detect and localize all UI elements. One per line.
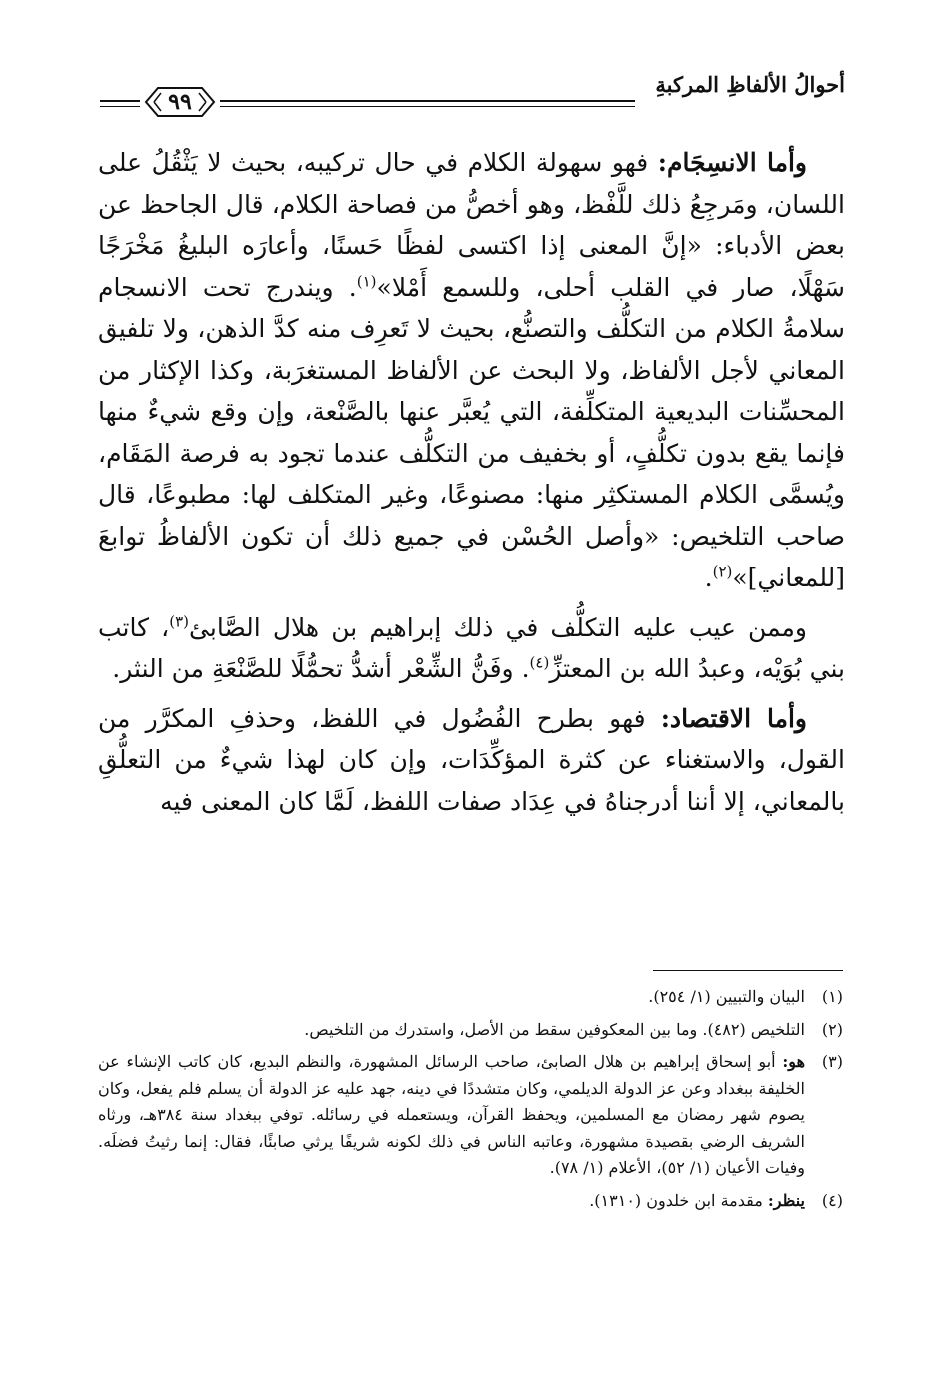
footnote-text [98, 1049, 805, 1182]
paragraph-takalluf [98, 607, 845, 690]
running-title: أحوالُ الألفاظِ المركبةِ [655, 72, 845, 97]
header-rule-left-thin [100, 106, 140, 107]
footnote-ref[interactable]: (١) [356, 272, 377, 291]
paragraph-text: . ويندرج تحت الانسجام سلامةُ الكلام من التكلُّف والتصنُّع، بحيث لا تَعرِف منه كدَّ الذهن، ولا تلفيق المعاني لأجل الألفاظ، ولا البحث عن الألفاظ المستغرَبة، وكذا الإكثار من المحسِّنات البديعية المتكلِّفة، التي يُعبَّر عنها بالصَّنْعة، وإن وقع شيءٌ منها فإنما يقع بدون تكلُّفٍ، أو بخفيف من التكلُّف عندما تجود به فرصة المَقَام، ويُسمَّى الكلام المستكثِر منها: مصنوعًا، وغير المتكلف لها: مطبوعًا، قال صاحب التلخيص: «وأصل الحُسْن في جميع ذلك أن تكون الألفاظُ توابعَ [للمعاني]» [98, 272, 845, 592]
footnote [98, 1017, 843, 1044]
footnote-number: (٤) [821, 1190, 843, 1210]
paragraph-insijam [98, 142, 845, 599]
footnote-text [98, 984, 805, 1011]
footnotes [98, 984, 843, 1220]
footnote-text [98, 1188, 805, 1215]
footnote-body: البيان والتبيين (١/ ٢٥٤). [648, 987, 805, 1006]
paragraph-text: ، كاتب بني بُوَيْه، وعبدُ الله بن المعتزِّ [98, 612, 845, 683]
paragraph-text: . وفَنُّ الشِّعْر أشدُّ تحمُّلًا للصَّنْعَةِ من النثر. [112, 654, 530, 683]
footnote [98, 1049, 843, 1182]
footnote-separator [653, 970, 843, 971]
header-rule-thin [220, 106, 635, 107]
term-heading: وأما الانسِجَام: [657, 148, 807, 177]
paragraph-text: فهو سهولة الكلام في حال تركيبه، بحيث لا يَثْقُلُ على اللسان، ومَرجِعُ ذلك للَّفْظ، وهو أخصُّ من فصاحة الكلام، قال الجاحظ عن بعض الأدباء: «إنَّ المعنى إذا اكتسى لفظًا حَسنًا، وأعارَه البليغُ مَخْرَجًا سَهْلًا، صار في القلب أحلى، وللسمع أَمْلا» [98, 148, 845, 302]
footnote-number: (١) [821, 987, 843, 1006]
paragraph-iqtisad [98, 698, 845, 823]
footnote-number: (٢) [821, 1019, 843, 1039]
page-number: ٩٩ [168, 89, 192, 115]
paragraph-text: . [704, 563, 713, 592]
term-heading: وأما الاقتصاد: [660, 703, 807, 733]
footnote-ref[interactable]: (٣) [169, 612, 190, 631]
footnote-ref[interactable]: (٢) [712, 562, 733, 581]
footnote-body: التلخيص (٤٨٢). وما بين المعكوفين سقط من الأصل، واستدرك من التلخيص. [304, 1019, 805, 1039]
header-rule-left [100, 100, 140, 102]
footnote-number: (٣) [821, 1052, 843, 1071]
page-number-badge [144, 84, 216, 120]
footnote-lead: هو: [782, 1052, 805, 1071]
footnote-lead: ينظر: [767, 1190, 805, 1210]
footnote [98, 984, 843, 1011]
footnote-body: أبو إسحاق إبراهيم بن هلال الصابئ، صاحب الرسائل المشهورة، والنظم البديع، كان كاتب الإنشاء عن الخليفة ببغداد وعن عز الدولة الديلمي، وكان متشددًا في دينه، جهد عليه عز الدولة أن يسلم فلم يفعل، وكان يصوم شهر رمضان مع المسلمين، ويحفظ القرآن، ويستعمله في رسائله. توفي ببغداد سنة ٣٨٤هـ، ورثاه الشريف الرضي بقصيدة مشهورة، وعاتبه الناس في ذلك لكونه شريفًا يرثي صابئًا، فقال: إنما رثيتُ فضلَه. وفيات الأعيان (١/ ٥٢)، الأعلام (١/ ٧٨). [98, 1052, 806, 1177]
paragraph-text: فهو بطرح الفُضُول في اللفظ، وحذفِ المكرَّر من القول، والاستغناء عن كثرة المؤكِّدَات، وإن كان لهذا شيءٌ من التعلُّقِ بالمعاني، إلا أننا أدرجناهُ في عِدَاد صفات اللفظ، لَمَّا كان المعنى فيه [98, 703, 845, 816]
footnote-text [98, 1017, 805, 1044]
paragraph-text: وممن عيب عليه التكلُّف في ذلك إبراهيم بن هلال الصَّابئ [189, 612, 808, 642]
header-rule [220, 100, 635, 102]
page-header [100, 70, 845, 130]
main-text [98, 142, 845, 822]
footnote-ref[interactable]: (٤) [529, 653, 550, 672]
footnote-body: مقدمة ابن خلدون (١٣١٠). [589, 1190, 768, 1210]
footnote [98, 1188, 843, 1215]
